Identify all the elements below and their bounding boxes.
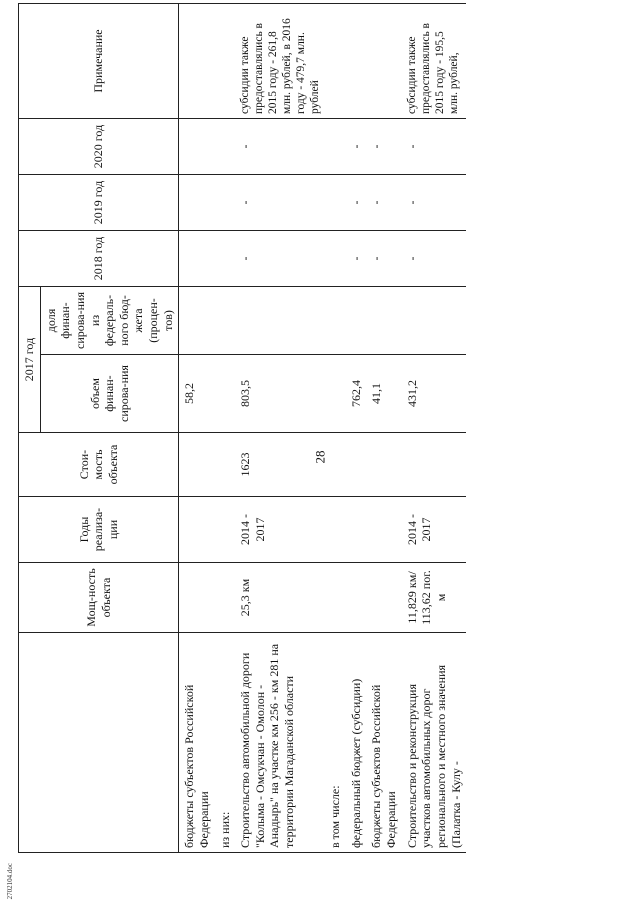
row-2019: - — [366, 174, 401, 230]
rotated-table-container — [18, 18, 618, 853]
header-volume: объем финан-сирова-ния — [40, 355, 179, 433]
header-capacity: Мощ-ность объекта — [19, 563, 179, 633]
row-volume: 762,4 — [346, 355, 367, 433]
row-capacity — [215, 563, 236, 633]
row-volume: 58,2 — [179, 355, 215, 433]
row-2018: - — [366, 230, 401, 286]
document-filename: 2702104.doc — [6, 862, 14, 899]
table-row — [325, 3, 346, 852]
row-capacity — [366, 563, 401, 633]
row-name: Строительство и реконструкция участков автомобильных дорог регионального и местного значения (Палатка - Кулу - — [402, 633, 467, 853]
row-share — [325, 286, 346, 354]
row-note: субсидии также предоставлялись в 2015 году - 261,8 млн. рублей, в 2016 году - 479,7 млн. рублей — [235, 3, 325, 118]
row-note — [366, 3, 401, 118]
page-number: 28 — [312, 450, 327, 464]
row-name: бюджеты субъектов Российской Федерации — [366, 633, 401, 853]
row-share — [179, 286, 215, 354]
row-2020 — [179, 118, 215, 174]
header-note: Примечание — [19, 3, 179, 118]
header-2018: 2018 год — [19, 230, 179, 286]
row-years — [366, 497, 401, 563]
row-volume: 41,1 — [366, 355, 401, 433]
header-cost: Стои-мость объекта — [19, 433, 179, 497]
row-volume — [325, 355, 346, 433]
row-years — [325, 497, 346, 563]
row-share — [346, 286, 367, 354]
row-note — [179, 3, 215, 118]
row-2020 — [325, 118, 346, 174]
row-2018: - — [235, 230, 325, 286]
row-share — [215, 286, 236, 354]
row-2018: - — [402, 230, 467, 286]
row-name: бюджеты субъектов Российской Федерации — [179, 633, 215, 853]
row-2018: - — [346, 230, 367, 286]
row-years — [179, 497, 215, 563]
row-years — [346, 497, 367, 563]
row-2019: - — [346, 174, 367, 230]
row-share — [235, 286, 325, 354]
row-capacity — [179, 563, 215, 633]
header-years: Годы реализа-ции — [19, 497, 179, 563]
row-2020: - — [235, 118, 325, 174]
row-2019 — [215, 174, 236, 230]
row-2019: - — [402, 174, 467, 230]
table-row — [235, 3, 325, 852]
row-note — [325, 3, 346, 118]
row-2020 — [215, 118, 236, 174]
table-row — [346, 3, 367, 852]
row-2019 — [325, 174, 346, 230]
row-2018 — [325, 230, 346, 286]
row-cost — [402, 433, 467, 497]
row-years: 2014 - 2017 — [402, 497, 467, 563]
header-2020: 2020 год — [19, 118, 179, 174]
header-share: доля финан-сирова-ния из федераль-ного бюд-жета (процен-тов) — [40, 286, 179, 354]
row-capacity: 25,3 км — [235, 563, 325, 633]
row-cost: 1623 — [235, 433, 325, 497]
row-volume — [215, 355, 236, 433]
row-years — [215, 497, 236, 563]
table-row — [366, 3, 401, 852]
row-name: в том числе: — [325, 633, 346, 853]
row-2020: - — [366, 118, 401, 174]
row-note — [215, 3, 236, 118]
row-share — [366, 286, 401, 354]
header-2017: 2017 год — [19, 286, 41, 432]
row-capacity — [346, 563, 367, 633]
row-cost — [346, 433, 367, 497]
row-years: 2014 - 2017 — [235, 497, 325, 563]
row-2020: - — [402, 118, 467, 174]
row-share — [402, 286, 467, 354]
row-2019: - — [235, 174, 325, 230]
header-row-1 — [19, 3, 41, 852]
row-2018 — [215, 230, 236, 286]
row-cost — [179, 433, 215, 497]
row-name: федеральный бюджет (субсидии) — [346, 633, 367, 853]
row-note: субсидии также предоставлялись в 2015 году - 195,5 млн. рублей, — [402, 3, 467, 118]
row-2020: - — [346, 118, 367, 174]
row-name: из них: — [215, 633, 236, 853]
header-2019: 2019 год — [19, 174, 179, 230]
row-capacity — [325, 563, 346, 633]
table-row — [402, 3, 467, 852]
table-row — [179, 3, 215, 852]
financing-table — [18, 3, 466, 853]
row-name: Строительство автомобильной дороги "Колыма - Омсукчан - Омолон - Анадырь" на участке км 256 - км 281 на территории Магаданской области — [235, 633, 325, 853]
row-volume: 803,5 — [235, 355, 325, 433]
header-name — [19, 633, 179, 853]
row-2018 — [179, 230, 215, 286]
row-capacity: 11,829 км/ 113,62 пог. м — [402, 563, 467, 633]
row-volume: 431,2 — [402, 355, 467, 433]
row-cost — [366, 433, 401, 497]
row-cost — [325, 433, 346, 497]
row-2019 — [179, 174, 215, 230]
row-cost — [215, 433, 236, 497]
row-note — [346, 3, 367, 118]
table-row — [215, 3, 236, 852]
